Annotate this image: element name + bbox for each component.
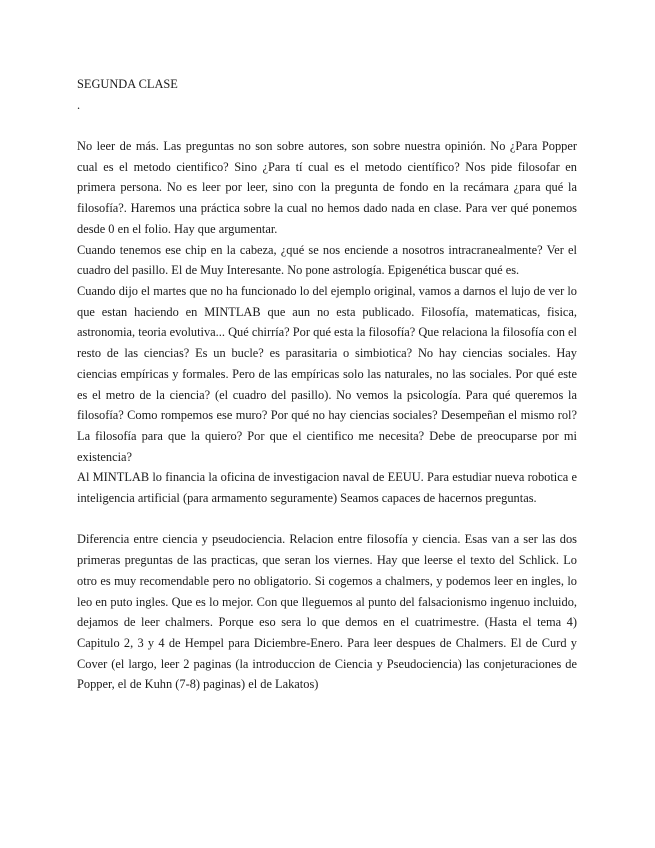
stray-period-marker: . (77, 97, 81, 112)
paragraph-mintlab: Cuando dijo el martes que no ha funcionado lo del ejemplo original, vamos a darnos el lujo de ver lo que estan haciendo en MINTLAB que aun no esta publicado. Filosofía, matematicas, fisica, astronomia, teoria evolutiva... Qué chirría? Por qué esta la filosofía? Que relaciona la filosofía con el resto de las ciencias? Es un bucle? es parasitaria o simbiotica? No hay ciencias sociales. Hay ciencias empíricas y formales. Pero de las empíricas solo las naturales, no las sociales. Por qué este es el metro de la ciencia? (el cuadro del pasillo). No vemos la psicología. Para qué queremos la filosofía? Como rompemos ese muro? Por qué no hay ciencias sociales? Desempeñan el mismo rol? La filosofía para que la quiero? Por que el cientifico me necesita? Debe de preocuparse por mi existencia? (77, 284, 577, 464)
blank-line (77, 115, 577, 136)
paragraph-chip: Cuando tenemos ese chip en la cabeza, ¿qué se nos enciende a nosotros intracranealmente? Ver el cuadro del pasillo. El de Muy Interesante. No pone astrología. Epigenética buscar qué es. (77, 242, 577, 278)
paragraph-funding: Al MINTLAB lo financia la oficina de investigacion naval de EEUU. Para estudiar nueva robotica e inteligencia artificial (para armamento seguramente) Seamos capaces de hacernos preguntas. (77, 470, 577, 506)
paragraph-intro: No leer de más. Las preguntas no son sobre autores, son sobre nuestra opinión. No ¿Para Popper cual es el metodo cientifico? Sino ¿Para tí cual es el metodo científico? Nos pide filosofar en primera persona. No es leer por leer, sino con la pregunta de fondo en la recámara ¿para qué la filosofía?. Haremos una práctica sobre la cual no hemos dado nada en clase. Para ver qué ponemos desde 0 en el folio. Hay que argumentar. (77, 139, 577, 236)
blank-line (77, 509, 577, 530)
paragraph-readings: Diferencia entre ciencia y pseudociencia. Relacion entre filosofía y ciencia. Esas van a ser las dos primeras preguntas de las practicas, que seran los viernes. Hay que leerse el texto del Schlick. Lo otro es muy recomendable pero no obligatorio. Si cogemos a chalmers, y podemos leer en ingles, lo leo en puto ingles. Que es lo mejor. Con que lleguemos al punto del falsacionismo ingenuo incluido, dejamos de leer chalmers. Porque eso sera lo que demos en el cuatrimestre. (Hasta el tema 4) Capitulo 2, 3 y 4 de Hempel para Diciembre-Enero. Para leer despues de Chalmers. El de Curd y Cover (el largo, leer 2 paginas (la introduccion de Ciencia y Pseudociencia) las conjeturaciones de Popper, el de Kuhn (7-8) paginas) el de Lakatos) (77, 532, 577, 692)
document-title: SEGUNDA CLASE (77, 77, 178, 91)
document-body (77, 74, 577, 695)
